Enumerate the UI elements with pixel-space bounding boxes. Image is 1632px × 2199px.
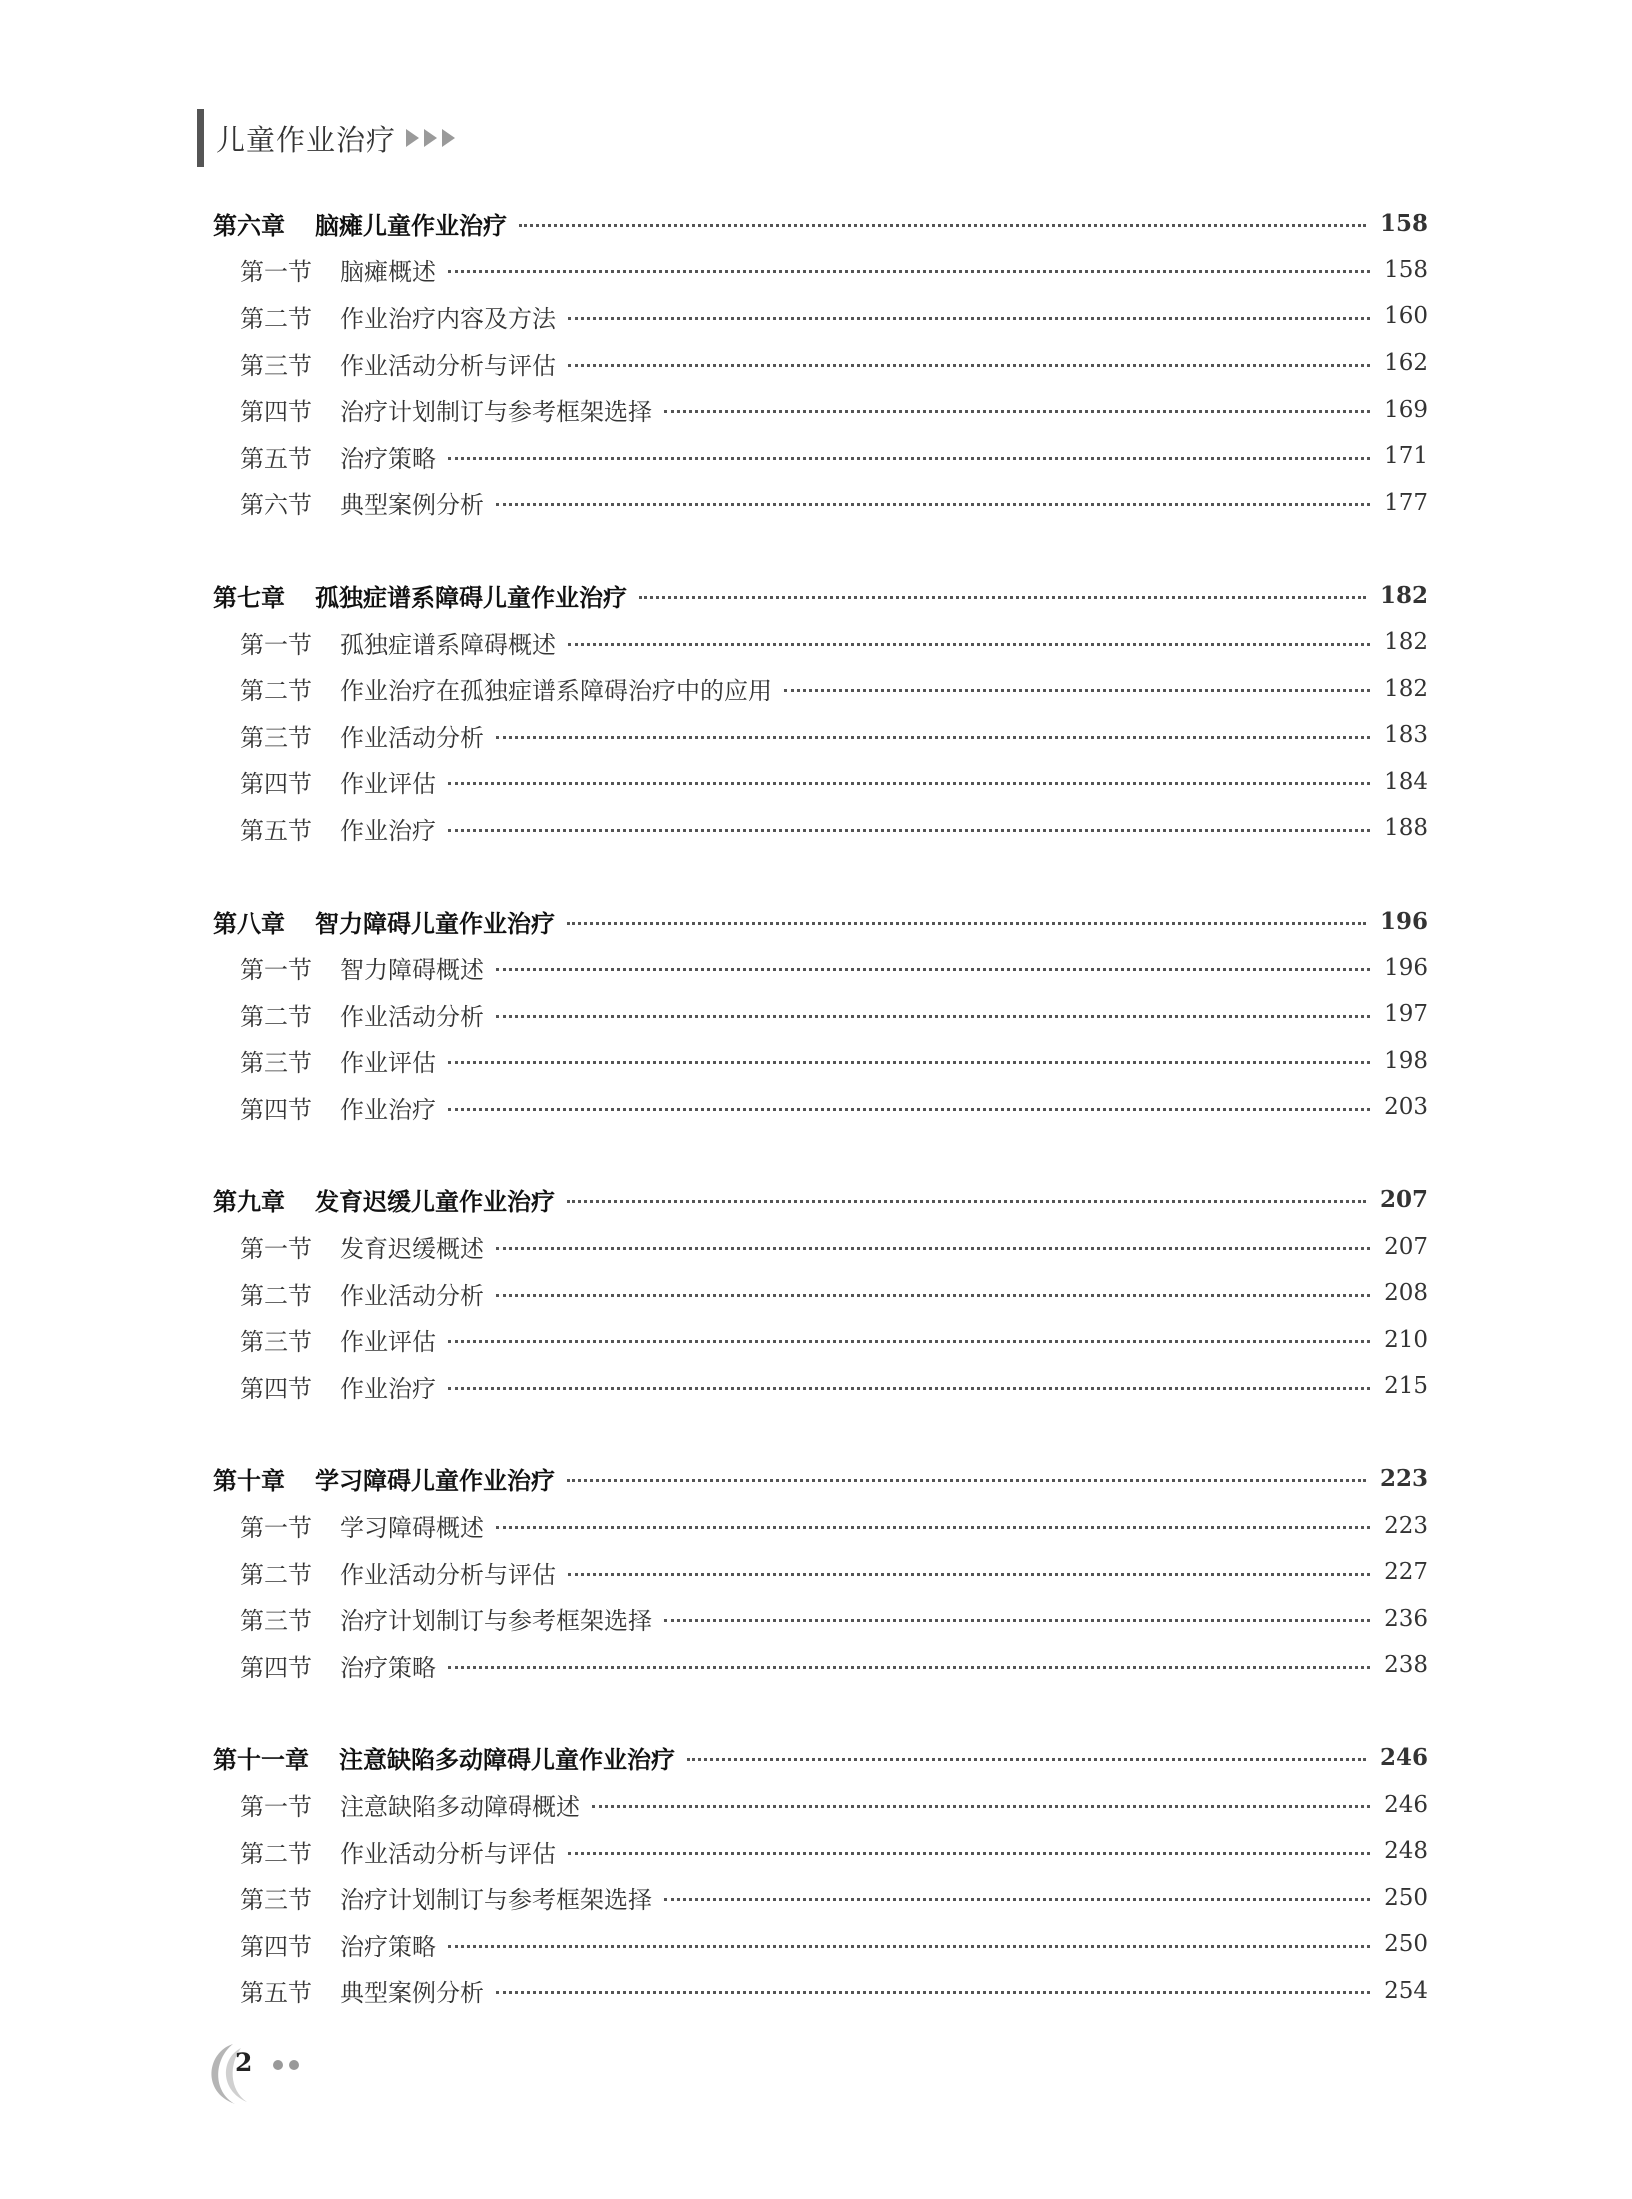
section-title: 作业治疗在孤独症谱系障碍治疗中的应用: [340, 677, 772, 706]
page-ref: 250: [1384, 1884, 1428, 1911]
section-title: 作业评估: [340, 1328, 436, 1357]
section-title: 作业评估: [340, 770, 436, 799]
section-entry: [213, 1223, 1428, 1270]
section-entry: [213, 433, 1428, 480]
section-entry: [213, 712, 1428, 759]
page-ref: 236: [1384, 1605, 1428, 1632]
section-number: 第四节: [240, 770, 312, 799]
chapter-title: 注意缺陷多动障碍儿童作业治疗: [339, 1746, 675, 1775]
chapter-number: 第八章: [213, 909, 285, 938]
chapter-block: [213, 200, 1428, 526]
dot-leader: [496, 1526, 1370, 1529]
section-number: 第二节: [240, 677, 312, 706]
table-of-contents: [213, 200, 1428, 2060]
section-title: 作业活动分析与评估: [340, 1560, 556, 1589]
section-number: 第一节: [240, 630, 312, 659]
section-title: 治疗策略: [340, 1653, 436, 1682]
chapter-block: [213, 572, 1428, 852]
dot-leader: [448, 1108, 1370, 1111]
section-title: 作业评估: [340, 1049, 436, 1078]
triangle-icon: [424, 129, 437, 147]
section-title: 作业活动分析与评估: [340, 351, 556, 380]
dot-icon: [273, 2060, 283, 2070]
dot-leader: [568, 1852, 1370, 1855]
section-entry: [213, 1921, 1428, 1968]
section-entry: [213, 293, 1428, 340]
section-number: 第四节: [240, 1653, 312, 1682]
chapter-entry: [213, 572, 1428, 619]
page-ref: 248: [1384, 1838, 1428, 1865]
dot-leader: [448, 1945, 1370, 1948]
chapter-entry: [213, 1735, 1428, 1782]
section-title: 学习障碍概述: [340, 1514, 484, 1543]
section-number: 第四节: [240, 1374, 312, 1403]
section-entry: [213, 991, 1428, 1038]
dot-leader: [448, 1387, 1370, 1390]
dot-leader: [519, 224, 1366, 227]
section-entry: [213, 247, 1428, 294]
dot-leader: [568, 364, 1370, 367]
page-ref: 238: [1384, 1652, 1428, 1679]
section-title: 治疗策略: [340, 444, 436, 473]
section-title: 典型案例分析: [340, 491, 484, 520]
section-title: 治疗计划制订与参考框架选择: [340, 1886, 652, 1915]
section-entry: [213, 944, 1428, 991]
page-ref: 223: [1384, 1512, 1428, 1539]
section-entry: [213, 1781, 1428, 1828]
dot-leader: [448, 1666, 1370, 1669]
chapter-block: [213, 1735, 1428, 2015]
page-ref: 183: [1384, 722, 1428, 749]
section-number: 第一节: [240, 1793, 312, 1822]
section-entry: [213, 1828, 1428, 1875]
page-ref: 254: [1384, 1977, 1428, 2004]
page-ref: 160: [1384, 303, 1428, 330]
dot-leader: [448, 270, 1370, 273]
chapter-number: 第十章: [213, 1467, 285, 1496]
section-entry: [213, 805, 1428, 852]
section-number: 第五节: [240, 1979, 312, 2008]
section-entry: [213, 1874, 1428, 1921]
page-ref: 177: [1384, 489, 1428, 516]
dot-leader: [568, 317, 1370, 320]
dot-leader: [448, 829, 1370, 832]
page-ref: 182: [1384, 675, 1428, 702]
section-entry: [213, 1502, 1428, 1549]
chapter-number: 第十一章: [213, 1746, 309, 1775]
section-number: 第二节: [240, 1281, 312, 1310]
chapter-block: [213, 1456, 1428, 1689]
book-title: 儿童作业治疗: [216, 122, 397, 157]
page-number: 2: [235, 2048, 253, 2077]
section-number: 第五节: [240, 816, 312, 845]
page-ref: 215: [1384, 1373, 1428, 1400]
section-title: 孤独症谱系障碍概述: [340, 630, 556, 659]
chapter-number: 第七章: [213, 583, 285, 612]
section-number: 第四节: [240, 398, 312, 427]
section-title: 脑瘫概述: [340, 258, 436, 287]
page-ref: 196: [1384, 954, 1428, 981]
dot-leader: [448, 457, 1370, 460]
section-title: 典型案例分析: [340, 1979, 484, 2008]
section-number: 第二节: [240, 1560, 312, 1589]
dot-leader: [687, 1758, 1366, 1761]
footer-dots: [273, 2060, 299, 2070]
section-number: 第一节: [240, 1514, 312, 1543]
chapter-title: 智力障碍儿童作业治疗: [315, 909, 555, 938]
page-ref: 196: [1379, 907, 1428, 935]
page-ref: 246: [1379, 1744, 1428, 1772]
dot-leader: [448, 1061, 1370, 1064]
section-number: 第四节: [240, 1932, 312, 1961]
dot-leader: [496, 736, 1370, 739]
page-ref: 182: [1384, 629, 1428, 656]
dot-leader: [567, 922, 1366, 925]
chapter-entry: [213, 1456, 1428, 1503]
page-ref: 250: [1384, 1931, 1428, 1958]
dot-leader: [664, 1619, 1370, 1622]
section-entry: [213, 1549, 1428, 1596]
dot-leader: [639, 596, 1366, 599]
chapter-title: 孤独症谱系障碍儿童作业治疗: [315, 583, 627, 612]
section-entry: [213, 340, 1428, 387]
section-number: 第三节: [240, 1049, 312, 1078]
dot-icon: [289, 2060, 299, 2070]
section-entry: [213, 665, 1428, 712]
section-entry: [213, 1642, 1428, 1689]
dot-leader: [496, 968, 1370, 971]
chapter-block: [213, 898, 1428, 1131]
page-ref: 171: [1384, 443, 1428, 470]
page-ref: 169: [1384, 396, 1428, 423]
section-title: 作业治疗: [340, 816, 436, 845]
section-title: 治疗计划制订与参考框架选择: [340, 1607, 652, 1636]
section-entry: [213, 480, 1428, 527]
page-ref: 227: [1384, 1559, 1428, 1586]
header-arrows: [406, 129, 455, 147]
section-title: 注意缺陷多动障碍概述: [340, 1793, 580, 1822]
triangle-icon: [442, 129, 455, 147]
page-ref: 223: [1379, 1465, 1428, 1493]
page-ref: 188: [1384, 815, 1428, 842]
dot-leader: [496, 1294, 1370, 1297]
dot-leader: [496, 1247, 1370, 1250]
page-ref: 198: [1384, 1047, 1428, 1074]
dot-leader: [448, 1340, 1370, 1343]
dot-leader: [448, 782, 1370, 785]
section-entry: [213, 1084, 1428, 1131]
section-number: 第二节: [240, 304, 312, 333]
chapter-number: 第六章: [213, 211, 285, 240]
section-entry: [213, 386, 1428, 433]
page-ref: 207: [1379, 1186, 1428, 1214]
section-number: 第五节: [240, 444, 312, 473]
section-title: 作业活动分析: [340, 1281, 484, 1310]
page-ref: 182: [1379, 581, 1428, 609]
dot-leader: [784, 689, 1370, 692]
chapter-title: 学习障碍儿童作业治疗: [315, 1467, 555, 1496]
section-title: 作业活动分析: [340, 1002, 484, 1031]
dot-leader: [567, 1200, 1366, 1203]
page-ref: 184: [1384, 768, 1428, 795]
chapter-block: [213, 1177, 1428, 1410]
section-entry: [213, 1363, 1428, 1410]
section-number: 第三节: [240, 1328, 312, 1357]
section-entry: [213, 759, 1428, 806]
chapter-title: 脑瘫儿童作业治疗: [315, 211, 507, 240]
triangle-icon: [406, 129, 419, 147]
section-number: 第一节: [240, 258, 312, 287]
page-footer: [195, 2040, 275, 2110]
page-ref: 158: [1384, 256, 1428, 283]
page-ref: 208: [1384, 1280, 1428, 1307]
section-entry: [213, 619, 1428, 666]
section-entry: [213, 1595, 1428, 1642]
section-number: 第六节: [240, 491, 312, 520]
dot-leader: [664, 410, 1370, 413]
page-ref: 203: [1384, 1094, 1428, 1121]
header-bar: [197, 109, 204, 167]
section-number: 第三节: [240, 1607, 312, 1636]
section-title: 作业治疗内容及方法: [340, 304, 556, 333]
chapter-entry: [213, 1177, 1428, 1224]
section-number: 第一节: [240, 1235, 312, 1264]
section-entry: [213, 1038, 1428, 1085]
section-title: 作业治疗: [340, 1095, 436, 1124]
page-ref: 246: [1384, 1791, 1428, 1818]
dot-leader: [496, 1991, 1370, 1994]
section-number: 第一节: [240, 956, 312, 985]
dot-leader: [496, 503, 1370, 506]
section-title: 作业活动分析: [340, 723, 484, 752]
section-title: 治疗计划制订与参考框架选择: [340, 398, 652, 427]
section-title: 发育迟缓概述: [340, 1235, 484, 1264]
page-ref: 197: [1384, 1001, 1428, 1028]
page-ref: 210: [1384, 1326, 1428, 1353]
section-number: 第二节: [240, 1839, 312, 1868]
page-ref: 207: [1384, 1233, 1428, 1260]
section-number: 第二节: [240, 1002, 312, 1031]
chapter-title: 发育迟缓儿童作业治疗: [315, 1188, 555, 1217]
section-number: 第三节: [240, 723, 312, 752]
running-header: [197, 110, 455, 166]
section-entry: [213, 1316, 1428, 1363]
section-entry: [213, 1968, 1428, 2015]
page-ref: 162: [1384, 350, 1428, 377]
section-number: 第三节: [240, 1886, 312, 1915]
dot-leader: [592, 1805, 1370, 1808]
chapter-entry: [213, 898, 1428, 945]
dot-leader: [568, 1573, 1370, 1576]
chapter-number: 第九章: [213, 1188, 285, 1217]
section-title: 治疗策略: [340, 1932, 436, 1961]
section-entry: [213, 1270, 1428, 1317]
dot-leader: [496, 1015, 1370, 1018]
dot-leader: [568, 643, 1370, 646]
page-ref: 158: [1379, 209, 1428, 237]
section-number: 第四节: [240, 1095, 312, 1124]
dot-leader: [664, 1898, 1370, 1901]
section-number: 第三节: [240, 351, 312, 380]
dot-leader: [567, 1479, 1366, 1482]
section-title: 作业活动分析与评估: [340, 1839, 556, 1868]
section-title: 作业治疗: [340, 1374, 436, 1403]
chapter-entry: [213, 200, 1428, 247]
section-title: 智力障碍概述: [340, 956, 484, 985]
